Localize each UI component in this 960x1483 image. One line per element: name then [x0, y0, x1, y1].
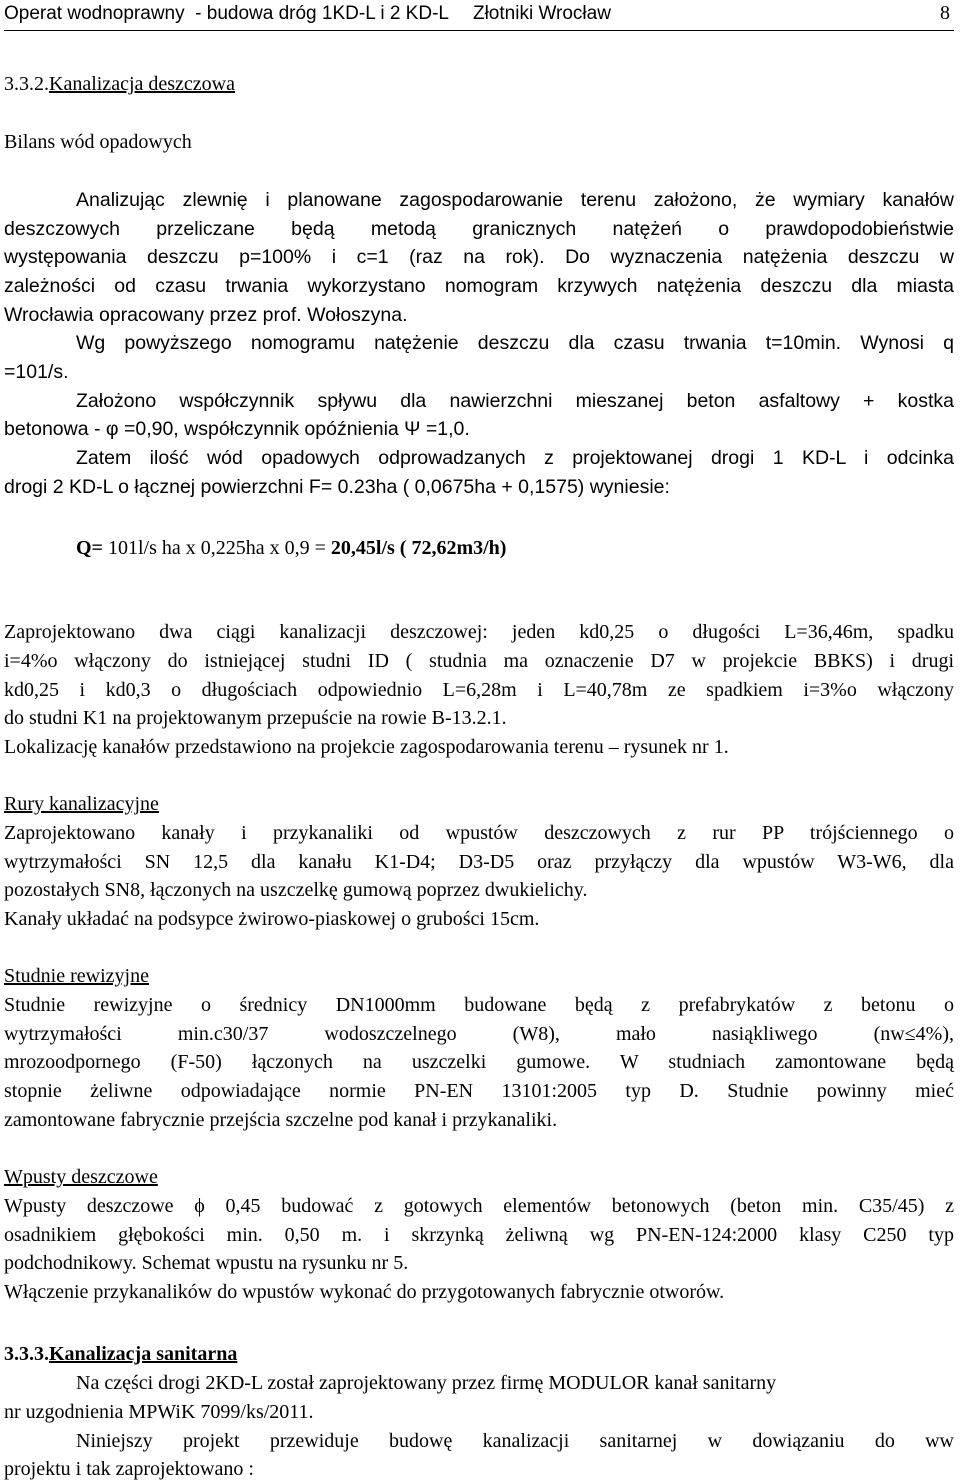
paragraph-line: Kanały układać na podsypce żwirowo-piaskowej o grubości 15cm.: [4, 908, 540, 930]
paragraph-line: zależności od czasu trwania wykorzystano nomogram krzywych natężenia deszczu dla miasta: [4, 275, 954, 297]
equation-q-label: Q=: [76, 537, 103, 559]
header-left: [4, 2, 611, 25]
paragraph-line: kd0,25 i kd0,3 o długościach odpowiednio L=6,28m i L=40,78m ze spadkiem i=3%o włączony: [4, 679, 954, 701]
paragraph-line: do studni K1 na projektowanym przepuście na rowie B-13.2.1.: [4, 707, 507, 729]
paragraph-line: Niniejszy projekt przewiduje budowę kanalizacji sanitarnej w dowiązaniu do ww: [76, 1430, 954, 1452]
paragraph-line: Zatem ilość wód opadowych odprowadzanych z projektowanej drogi 1 KD-L i odcinka: [76, 447, 954, 469]
paragraph-line: projektu i tak zaprojektowano :: [4, 1458, 254, 1480]
paragraph-line: mrozoodpornego (F-50) łączonych na uszczelki gumowe. W studniach zamontowane będą: [4, 1051, 954, 1073]
section-title: Kanalizacja sanitarna: [49, 1343, 238, 1365]
paragraph-line: występowania deszczu p=100% i c=1 (raz na rok). Do wyznaczenia natężenia deszczu w: [4, 246, 954, 268]
paragraph-line: Wpusty deszczowe ϕ 0,45 budować z gotowych elementów betonowych (beton min. C35/45) z: [4, 1195, 954, 1217]
subheading: Bilans wód opadowych: [4, 131, 192, 153]
paragraph-line: =101/s.: [4, 361, 69, 383]
paragraph-line: Na części drogi 2KD-L został zaprojektowany przez firmę MODULOR kanał sanitarny: [76, 1372, 777, 1394]
paragraph-line: Analizując zlewnię i planowane zagospodarowanie terenu założono, że wymiary kanałów: [76, 189, 954, 211]
paragraph-line: Wrocławia opracowany przez prof. Wołoszyna.: [4, 304, 408, 326]
paragraph-line: wytrzymałości min.c30/37 wodoszczelnego (W8), mało nasiąkliwego (nw≤4%),: [4, 1023, 954, 1045]
paragraph-line: Zaprojektowano dwa ciągi kanalizacji deszczowej: jeden kd0,25 o długości L=36,46m, spadku: [4, 621, 954, 643]
paragraph-line: drogi 2 KD-L o łącznej powierzchni F= 0.23ha ( 0,0675ha + 0,1575) wyniesie:: [4, 476, 670, 498]
header-title: Operat wodnoprawny - budowa dróg 1KD-L i 2 KD-L: [4, 3, 449, 24]
equation-result: 20,45l/s ( 72,62m3/h): [330, 537, 507, 559]
section-number: 3.3.2.: [4, 73, 49, 95]
flow-equation: [76, 535, 506, 562]
page-header: [4, 0, 954, 31]
paragraph-line: i=4%o włączony do istniejącej studni ID ( studnia ma oznaczenie D7 w projekcie BBKS) i drugi: [4, 650, 954, 672]
paragraph-line: nr uzgodnienia MPWiK 7099/ks/2011.: [4, 1401, 314, 1423]
header-place: Złotniki Wrocław: [472, 3, 611, 24]
paragraph-line: pozostałych SN8, łączonych na uszczelkę gumową poprzez dwukielichy.: [4, 879, 588, 901]
paragraph-line: podchodnikowy. Schemat wpustu na rysunku nr 5.: [4, 1252, 409, 1274]
paragraph-line: osadnikiem głębokości min. 0,50 m. i skrzynką żeliwną wg PN-EN-124:2000 klasy C250 typ: [4, 1224, 954, 1246]
heading-rury: Rury kanalizacyjne: [4, 793, 159, 815]
paragraph-line: Lokalizację kanałów przedstawiono na projekcie zagospodarowania terenu – rysunek nr 1.: [4, 736, 729, 758]
paragraph-line: Założono współczynnik spływu dla nawierzchni mieszanej beton asfaltowy + kostka: [76, 390, 954, 412]
paragraph-line: stopnie żeliwne odpowiadające normie PN-EN 13101:2005 typ D. Studnie powinny mieć: [4, 1080, 954, 1102]
paragraph-line: Zaprojektowano kanały i przykanaliki od wpustów deszczowych z rur PP trójściennego o: [4, 822, 954, 844]
paragraph-line: betonowa - φ =0,90, współczynnik opóźnienia Ψ =1,0.: [4, 418, 470, 440]
page-number: 8: [940, 2, 950, 24]
section-heading-332: [4, 71, 954, 98]
heading-wpusty: Wpusty deszczowe: [4, 1166, 158, 1188]
paragraph-line: Wg powyższego nomogramu natężenie deszczu dla czasu trwania t=10min. Wynosi q: [76, 332, 954, 354]
paragraph-line: zamontowane fabrycznie przejścia szczelne pod kanał i przykanaliki.: [4, 1109, 558, 1131]
section-number: 3.3.3.: [4, 1343, 49, 1365]
paragraph-line: Włączenie przykanalików do wpustów wykonać do przygotowanych fabrycznie otworów.: [4, 1281, 725, 1303]
heading-studnie: Studnie rewizyjne: [4, 965, 149, 987]
section-heading-333: [4, 1341, 954, 1368]
equation-expression: 101l/s ha x 0,225ha x 0,9 =: [102, 537, 331, 559]
paragraph-line: wytrzymałości SN 12,5 dla kanału K1-D4; D3-D5 oraz przyłączy dla wpustów W3-W6, dla: [4, 851, 954, 873]
section-title: Kanalizacja deszczowa: [49, 73, 235, 95]
paragraph-line: Studnie rewizyjne o średnicy DN1000mm budowane będą z prefabrykatów z betonu o: [4, 994, 954, 1016]
paragraph-line: deszczowych przeliczane będą metodą granicznych natężeń o prawdopodobieństwie: [4, 218, 954, 240]
